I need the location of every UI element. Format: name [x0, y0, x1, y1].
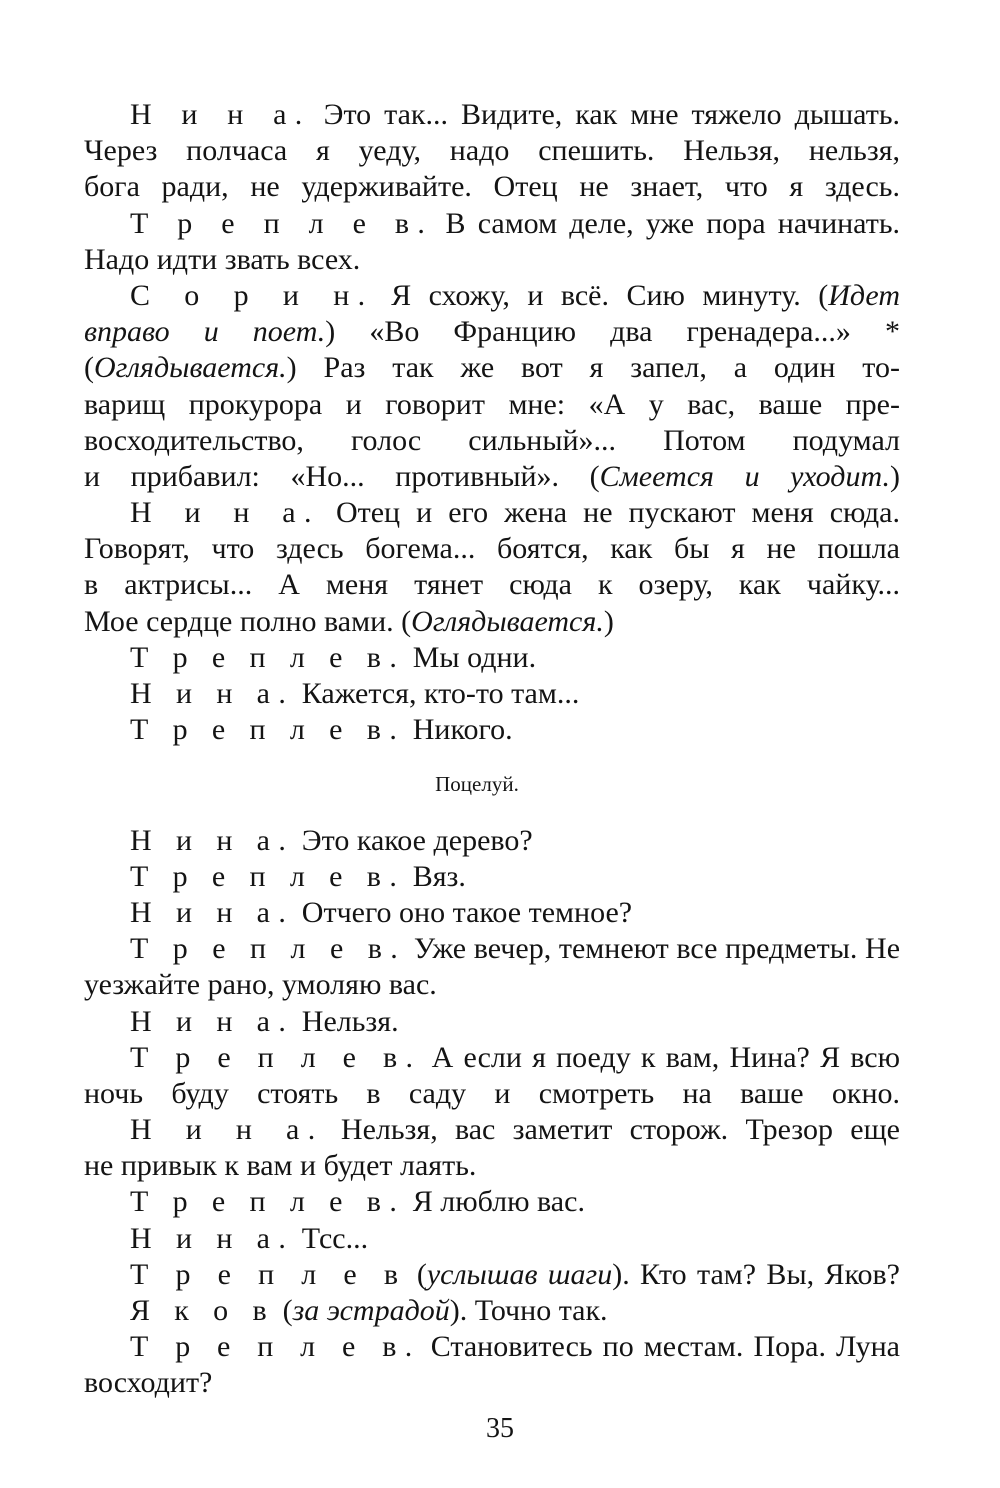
- text-line: Н и н а. Нельзя, вас заметит сторож. Трезор еще: [130, 1113, 900, 1147]
- text-line: Т р е п л е в. В самом деле, уже пора начинать.: [130, 206, 901, 240]
- text-line: ночь буду стоять в саду и смотреть на ваше окно.: [84, 1076, 900, 1110]
- speaker-name: Н и н а.: [130, 1004, 295, 1038]
- speaker-name: Н и н а.: [130, 98, 311, 131]
- text-line: Н и н а. Отчего оно такое темное?: [130, 895, 633, 929]
- text-line: Т р е п л е в. Я люблю вас.: [130, 1185, 585, 1219]
- stage-direction: Идет: [828, 278, 901, 312]
- text-line: не привык к вам и будет лаять.: [84, 1149, 477, 1183]
- text-line: восходительство, голос сильный»... Потом подумал: [84, 423, 900, 457]
- page-text: [84, 97, 900, 1402]
- text-line: Н и н а. Тсс...: [130, 1221, 369, 1255]
- speaker-name: Н и н а.: [130, 677, 295, 710]
- stage-direction: за эстрадой: [292, 1294, 450, 1327]
- speaker-name: Т р е п л е в.: [130, 1185, 406, 1219]
- stage-direction: Оглядывается.: [94, 351, 287, 385]
- text-line: Н и н а. Это какое дерево?: [130, 823, 533, 857]
- text-line: Я к о в (за эстрадой). Точно так.: [130, 1294, 608, 1327]
- speaker-name: Т р е п л е в.: [130, 640, 406, 674]
- speaker-name: Н и н а.: [130, 823, 295, 857]
- text-line: вправо и поет.) «Во Францию два гренадера...» *: [84, 315, 900, 349]
- text-line: Мое сердце полно вами. (Оглядывается.): [84, 604, 614, 638]
- text-line: Т р е п л е в (услышав шаги). Кто там? Вы, Яков?: [130, 1257, 900, 1291]
- text-line: Говорят, что здесь богема... боятся, как бы я не пошла: [84, 532, 900, 566]
- speaker-name: С о р и н.: [130, 278, 374, 312]
- speaker-name: Т р е п л е в.: [130, 932, 407, 966]
- text-line: Н и н а. Нельзя.: [130, 1004, 399, 1038]
- text-line: Т р е п л е в. Становитесь по местам. Пора. Луна: [130, 1330, 901, 1364]
- text-line: Т р е п л е в. А если я поеду к вам, Нина? Я всю: [130, 1040, 901, 1074]
- speaker-name: Н и н а.: [130, 1221, 295, 1255]
- speaker-name: Т р е п л е в.: [130, 859, 406, 893]
- text-line: восходит?: [84, 1366, 213, 1400]
- stage-direction: Смеется и уходит.: [599, 459, 890, 493]
- text-line: бога ради, не удерживайте. Отец не знает, что я здесь.: [84, 170, 900, 204]
- speaker-name: Т р е п л е в.: [130, 1040, 422, 1074]
- speaker-name: Т р е п л е в: [130, 1257, 407, 1291]
- text-line: Н и н а. Отец и его жена не пускают меня сюда.: [130, 496, 900, 530]
- speaker-name: Н и н а.: [130, 496, 320, 530]
- text-line: Н и н а. Это так... Видите, как мне тяжело дышать.: [130, 98, 900, 131]
- stage-direction: услышав шаги: [426, 1257, 613, 1291]
- text-line: варищ прокурора и говорит мне: «А у вас, ваше пре-: [84, 387, 900, 421]
- speaker-name: Т р е п л е в.: [130, 206, 434, 240]
- stage-direction: Оглядывается.: [411, 604, 604, 638]
- text-line: и прибавил: «Но... противный». (Смеется и уходит.): [84, 459, 900, 493]
- text-line: С о р и н. Я схожу, и всё. Сию минуту. (Идет: [130, 278, 901, 312]
- text-line: Т р е п л е в. Никого.: [130, 713, 513, 747]
- text-line: Т р е п л е в. Уже вечер, темнеют все предметы. Не: [130, 932, 901, 966]
- speaker-name: Н и н а.: [130, 1113, 324, 1147]
- text-line: Н и н а. Кажется, кто-то там...: [130, 677, 580, 710]
- text-line: Через полчаса я уеду, надо спешить. Нельзя, нельзя,: [84, 134, 900, 168]
- stage-direction: вправо и поет.: [84, 315, 326, 349]
- text-line: уезжайте рано, умоляю вас.: [84, 968, 437, 1002]
- speaker-name: Н и н а.: [130, 895, 295, 929]
- text-line: Т р е п л е в. Мы одни.: [130, 640, 537, 674]
- text-line: Т р е п л е в. Вяз.: [130, 859, 466, 893]
- text-line: (Оглядывается.) Раз так же вот я запел, а один то-: [84, 351, 900, 385]
- speaker-name: Т р е п л е в.: [130, 1330, 421, 1364]
- speaker-name: Т р е п л е в.: [130, 713, 406, 747]
- text-line: в актрисы... А меня тянет сюда к озеру, как чайку...: [84, 568, 900, 602]
- speaker-name: Я к о в: [130, 1294, 276, 1327]
- text-line: Надо идти звать всех.: [84, 242, 361, 276]
- page-number: 35: [486, 1413, 514, 1444]
- stage-direction-center: Поцелуй.: [435, 772, 519, 797]
